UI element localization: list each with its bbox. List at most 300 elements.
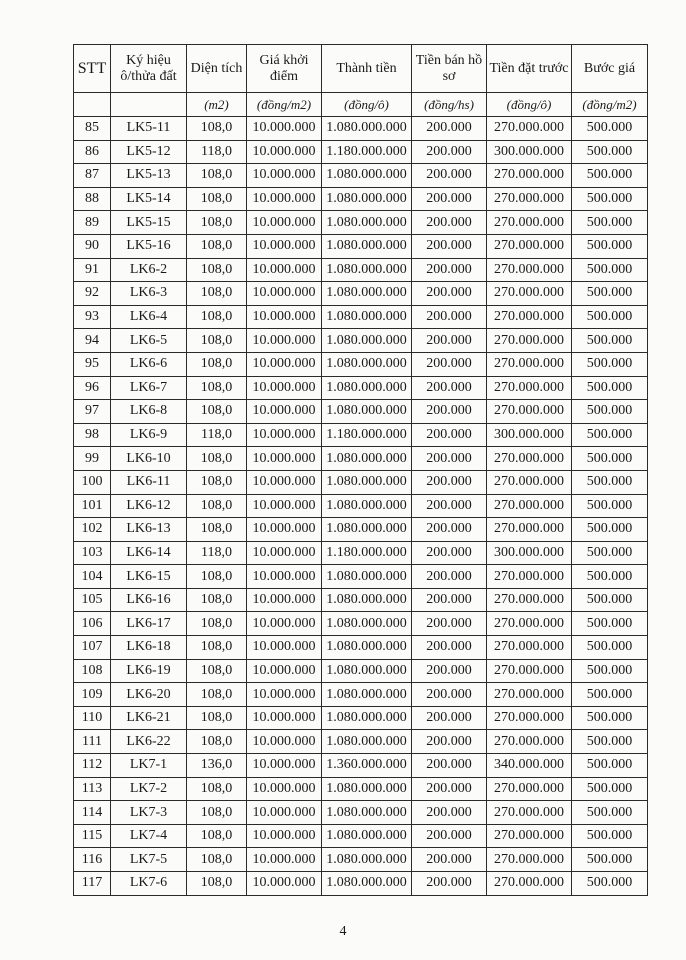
row-bid-step-cell: 500.000 — [572, 848, 648, 872]
row-bid-step-cell: 500.000 — [572, 234, 648, 258]
unit-lot-code — [111, 93, 187, 117]
row-area-cell: 108,0 — [187, 683, 247, 707]
row-starting-price-cell: 10.000.000 — [247, 730, 322, 754]
row-stt-cell: 111 — [74, 730, 111, 754]
row-stt-cell: 107 — [74, 636, 111, 660]
row-bid-step-cell: 500.000 — [572, 258, 648, 282]
row-dossier-fee-cell: 200.000 — [412, 683, 487, 707]
row-dossier-fee-cell: 200.000 — [412, 801, 487, 825]
row-lot-code-cell: LK7-1 — [111, 754, 187, 778]
row-lot-code-cell: LK7-6 — [111, 872, 187, 896]
row-total-amount-cell: 1.080.000.000 — [322, 117, 412, 141]
row-bid-step-cell: 500.000 — [572, 117, 648, 141]
row-starting-price-cell: 10.000.000 — [247, 706, 322, 730]
row-deposit-cell: 270.000.000 — [487, 447, 572, 471]
row-deposit-cell: 300.000.000 — [487, 541, 572, 565]
row-deposit-cell: 270.000.000 — [487, 824, 572, 848]
row-lot-code-cell: LK6-9 — [111, 423, 187, 447]
row-area-cell: 108,0 — [187, 234, 247, 258]
row-starting-price-cell: 10.000.000 — [247, 376, 322, 400]
row-dossier-fee-cell: 200.000 — [412, 352, 487, 376]
row-starting-price-cell: 10.000.000 — [247, 305, 322, 329]
unit-dossier-fee: (đồng/hs) — [412, 93, 487, 117]
table-row — [74, 352, 648, 376]
row-dossier-fee-cell: 200.000 — [412, 754, 487, 778]
row-dossier-fee-cell: 200.000 — [412, 470, 487, 494]
row-lot-code-cell: LK6-5 — [111, 329, 187, 353]
table-row — [74, 470, 648, 494]
row-total-amount-cell: 1.080.000.000 — [322, 801, 412, 825]
row-stt-cell: 110 — [74, 706, 111, 730]
row-area-cell: 108,0 — [187, 352, 247, 376]
row-dossier-fee-cell: 200.000 — [412, 423, 487, 447]
row-total-amount-cell: 1.080.000.000 — [322, 329, 412, 353]
row-stt-cell: 91 — [74, 258, 111, 282]
header-row — [74, 45, 648, 93]
row-bid-step-cell: 500.000 — [572, 754, 648, 778]
row-total-amount-cell: 1.080.000.000 — [322, 352, 412, 376]
row-deposit-cell: 340.000.000 — [487, 754, 572, 778]
table-row — [74, 541, 648, 565]
row-deposit-cell: 300.000.000 — [487, 140, 572, 164]
row-area-cell: 118,0 — [187, 541, 247, 565]
row-starting-price-cell: 10.000.000 — [247, 518, 322, 542]
row-area-cell: 108,0 — [187, 824, 247, 848]
row-stt-cell: 100 — [74, 470, 111, 494]
row-dossier-fee-cell: 200.000 — [412, 400, 487, 424]
unit-area: (m2) — [187, 93, 247, 117]
row-bid-step-cell: 500.000 — [572, 541, 648, 565]
row-bid-step-cell: 500.000 — [572, 683, 648, 707]
row-lot-code-cell: LK6-17 — [111, 612, 187, 636]
row-area-cell: 108,0 — [187, 447, 247, 471]
unit-bid-step: (đồng/m2) — [572, 93, 648, 117]
row-area-cell: 136,0 — [187, 754, 247, 778]
row-deposit-cell: 270.000.000 — [487, 470, 572, 494]
row-area-cell: 108,0 — [187, 211, 247, 235]
row-area-cell: 108,0 — [187, 588, 247, 612]
row-area-cell: 108,0 — [187, 164, 247, 188]
row-dossier-fee-cell: 200.000 — [412, 612, 487, 636]
row-starting-price-cell: 10.000.000 — [247, 848, 322, 872]
unit-deposit: (đồng/ô) — [487, 93, 572, 117]
row-bid-step-cell: 500.000 — [572, 211, 648, 235]
row-area-cell: 108,0 — [187, 636, 247, 660]
row-starting-price-cell: 10.000.000 — [247, 258, 322, 282]
table-row — [74, 824, 648, 848]
row-starting-price-cell: 10.000.000 — [247, 187, 322, 211]
row-stt-cell: 98 — [74, 423, 111, 447]
row-area-cell: 108,0 — [187, 565, 247, 589]
row-starting-price-cell: 10.000.000 — [247, 447, 322, 471]
row-total-amount-cell: 1.080.000.000 — [322, 447, 412, 471]
row-bid-step-cell: 500.000 — [572, 494, 648, 518]
row-stt-cell: 115 — [74, 824, 111, 848]
land-lot-table — [73, 44, 648, 896]
row-bid-step-cell: 500.000 — [572, 376, 648, 400]
row-total-amount-cell: 1.080.000.000 — [322, 282, 412, 306]
row-lot-code-cell: LK6-14 — [111, 541, 187, 565]
row-total-amount-cell: 1.080.000.000 — [322, 824, 412, 848]
row-area-cell: 108,0 — [187, 400, 247, 424]
row-dossier-fee-cell: 200.000 — [412, 329, 487, 353]
row-stt-cell: 94 — [74, 329, 111, 353]
row-stt-cell: 101 — [74, 494, 111, 518]
table-row — [74, 518, 648, 542]
row-total-amount-cell: 1.080.000.000 — [322, 848, 412, 872]
row-starting-price-cell: 10.000.000 — [247, 400, 322, 424]
row-starting-price-cell: 10.000.000 — [247, 211, 322, 235]
row-bid-step-cell: 500.000 — [572, 777, 648, 801]
row-total-amount-cell: 1.080.000.000 — [322, 494, 412, 518]
row-deposit-cell: 270.000.000 — [487, 352, 572, 376]
row-lot-code-cell: LK6-6 — [111, 352, 187, 376]
header-starting-price: Giá khởi điểm — [247, 45, 322, 93]
row-lot-code-cell: LK7-3 — [111, 801, 187, 825]
row-area-cell: 108,0 — [187, 282, 247, 306]
row-area-cell: 108,0 — [187, 258, 247, 282]
row-lot-code-cell: LK6-16 — [111, 588, 187, 612]
row-lot-code-cell: LK6-10 — [111, 447, 187, 471]
row-dossier-fee-cell: 200.000 — [412, 494, 487, 518]
row-stt-cell: 89 — [74, 211, 111, 235]
table-row — [74, 258, 648, 282]
unit-stt — [74, 93, 111, 117]
row-starting-price-cell: 10.000.000 — [247, 683, 322, 707]
row-deposit-cell: 270.000.000 — [487, 872, 572, 896]
row-lot-code-cell: LK5-14 — [111, 187, 187, 211]
header-total-amount: Thành tiền — [322, 45, 412, 93]
row-dossier-fee-cell: 200.000 — [412, 636, 487, 660]
row-deposit-cell: 270.000.000 — [487, 258, 572, 282]
row-area-cell: 108,0 — [187, 706, 247, 730]
row-total-amount-cell: 1.080.000.000 — [322, 636, 412, 660]
table-row — [74, 211, 648, 235]
row-dossier-fee-cell: 200.000 — [412, 777, 487, 801]
row-bid-step-cell: 500.000 — [572, 447, 648, 471]
row-lot-code-cell: LK6-8 — [111, 400, 187, 424]
row-dossier-fee-cell: 200.000 — [412, 541, 487, 565]
row-deposit-cell: 270.000.000 — [487, 588, 572, 612]
table-row — [74, 612, 648, 636]
table-row — [74, 754, 648, 778]
row-dossier-fee-cell: 200.000 — [412, 234, 487, 258]
table-row — [74, 117, 648, 141]
row-stt-cell: 95 — [74, 352, 111, 376]
row-bid-step-cell: 500.000 — [572, 824, 648, 848]
header-area: Diện tích — [187, 45, 247, 93]
header-bid-step: Bước giá — [572, 45, 648, 93]
table-row — [74, 305, 648, 329]
row-stt-cell: 112 — [74, 754, 111, 778]
row-starting-price-cell: 10.000.000 — [247, 588, 322, 612]
table-row — [74, 565, 648, 589]
row-dossier-fee-cell: 200.000 — [412, 565, 487, 589]
row-stt-cell: 85 — [74, 117, 111, 141]
row-area-cell: 108,0 — [187, 494, 247, 518]
row-starting-price-cell: 10.000.000 — [247, 659, 322, 683]
row-deposit-cell: 270.000.000 — [487, 329, 572, 353]
row-total-amount-cell: 1.080.000.000 — [322, 400, 412, 424]
row-area-cell: 108,0 — [187, 777, 247, 801]
row-starting-price-cell: 10.000.000 — [247, 164, 322, 188]
row-starting-price-cell: 10.000.000 — [247, 234, 322, 258]
row-deposit-cell: 270.000.000 — [487, 187, 572, 211]
row-total-amount-cell: 1.080.000.000 — [322, 659, 412, 683]
row-lot-code-cell: LK6-11 — [111, 470, 187, 494]
row-deposit-cell: 270.000.000 — [487, 848, 572, 872]
row-lot-code-cell: LK6-19 — [111, 659, 187, 683]
row-area-cell: 108,0 — [187, 848, 247, 872]
row-total-amount-cell: 1.080.000.000 — [322, 872, 412, 896]
row-deposit-cell: 270.000.000 — [487, 706, 572, 730]
row-area-cell: 108,0 — [187, 117, 247, 141]
row-bid-step-cell: 500.000 — [572, 612, 648, 636]
row-dossier-fee-cell: 200.000 — [412, 872, 487, 896]
row-lot-code-cell: LK5-16 — [111, 234, 187, 258]
row-dossier-fee-cell: 200.000 — [412, 164, 487, 188]
row-lot-code-cell: LK6-2 — [111, 258, 187, 282]
row-bid-step-cell: 500.000 — [572, 588, 648, 612]
row-stt-cell: 90 — [74, 234, 111, 258]
row-total-amount-cell: 1.080.000.000 — [322, 706, 412, 730]
row-deposit-cell: 270.000.000 — [487, 400, 572, 424]
row-area-cell: 108,0 — [187, 612, 247, 636]
row-total-amount-cell: 1.080.000.000 — [322, 164, 412, 188]
row-area-cell: 108,0 — [187, 801, 247, 825]
row-starting-price-cell: 10.000.000 — [247, 824, 322, 848]
row-bid-step-cell: 500.000 — [572, 518, 648, 542]
row-total-amount-cell: 1.080.000.000 — [322, 518, 412, 542]
row-bid-step-cell: 500.000 — [572, 187, 648, 211]
row-stt-cell: 87 — [74, 164, 111, 188]
row-deposit-cell: 270.000.000 — [487, 801, 572, 825]
row-area-cell: 118,0 — [187, 423, 247, 447]
row-dossier-fee-cell: 200.000 — [412, 258, 487, 282]
row-dossier-fee-cell: 200.000 — [412, 518, 487, 542]
table-row — [74, 447, 648, 471]
row-bid-step-cell: 500.000 — [572, 706, 648, 730]
row-deposit-cell: 300.000.000 — [487, 423, 572, 447]
table-row — [74, 659, 648, 683]
row-bid-step-cell: 500.000 — [572, 329, 648, 353]
row-starting-price-cell: 10.000.000 — [247, 282, 322, 306]
row-stt-cell: 108 — [74, 659, 111, 683]
row-total-amount-cell: 1.180.000.000 — [322, 423, 412, 447]
row-total-amount-cell: 1.080.000.000 — [322, 470, 412, 494]
row-stt-cell: 92 — [74, 282, 111, 306]
row-dossier-fee-cell: 200.000 — [412, 305, 487, 329]
row-deposit-cell: 270.000.000 — [487, 282, 572, 306]
row-dossier-fee-cell: 200.000 — [412, 848, 487, 872]
row-bid-step-cell: 500.000 — [572, 352, 648, 376]
row-dossier-fee-cell: 200.000 — [412, 211, 487, 235]
row-stt-cell: 106 — [74, 612, 111, 636]
row-stt-cell: 96 — [74, 376, 111, 400]
table-row — [74, 187, 648, 211]
row-total-amount-cell: 1.360.000.000 — [322, 754, 412, 778]
row-total-amount-cell: 1.080.000.000 — [322, 777, 412, 801]
row-deposit-cell: 270.000.000 — [487, 777, 572, 801]
row-dossier-fee-cell: 200.000 — [412, 117, 487, 141]
row-total-amount-cell: 1.080.000.000 — [322, 376, 412, 400]
row-area-cell: 108,0 — [187, 187, 247, 211]
row-bid-step-cell: 500.000 — [572, 470, 648, 494]
row-stt-cell: 113 — [74, 777, 111, 801]
row-starting-price-cell: 10.000.000 — [247, 423, 322, 447]
row-stt-cell: 97 — [74, 400, 111, 424]
row-starting-price-cell: 10.000.000 — [247, 494, 322, 518]
row-starting-price-cell: 10.000.000 — [247, 470, 322, 494]
row-lot-code-cell: LK5-15 — [111, 211, 187, 235]
table-row — [74, 423, 648, 447]
row-total-amount-cell: 1.080.000.000 — [322, 588, 412, 612]
table-row — [74, 400, 648, 424]
row-total-amount-cell: 1.080.000.000 — [322, 234, 412, 258]
row-stt-cell: 102 — [74, 518, 111, 542]
table-row — [74, 636, 648, 660]
row-deposit-cell: 270.000.000 — [487, 730, 572, 754]
row-bid-step-cell: 500.000 — [572, 636, 648, 660]
row-total-amount-cell: 1.080.000.000 — [322, 612, 412, 636]
row-lot-code-cell: LK6-4 — [111, 305, 187, 329]
row-starting-price-cell: 10.000.000 — [247, 754, 322, 778]
row-dossier-fee-cell: 200.000 — [412, 659, 487, 683]
row-lot-code-cell: LK6-3 — [111, 282, 187, 306]
table-row — [74, 683, 648, 707]
table-row — [74, 376, 648, 400]
row-deposit-cell: 270.000.000 — [487, 518, 572, 542]
row-starting-price-cell: 10.000.000 — [247, 872, 322, 896]
row-bid-step-cell: 500.000 — [572, 659, 648, 683]
row-starting-price-cell: 10.000.000 — [247, 565, 322, 589]
row-total-amount-cell: 1.080.000.000 — [322, 211, 412, 235]
table-row — [74, 140, 648, 164]
row-stt-cell: 99 — [74, 447, 111, 471]
row-area-cell: 108,0 — [187, 730, 247, 754]
row-bid-step-cell: 500.000 — [572, 801, 648, 825]
row-lot-code-cell: LK7-4 — [111, 824, 187, 848]
row-starting-price-cell: 10.000.000 — [247, 801, 322, 825]
unit-row — [74, 93, 648, 117]
row-lot-code-cell: LK6-18 — [111, 636, 187, 660]
table-row — [74, 282, 648, 306]
table-row — [74, 801, 648, 825]
unit-starting-price: (đồng/m2) — [247, 93, 322, 117]
row-area-cell: 108,0 — [187, 470, 247, 494]
row-total-amount-cell: 1.080.000.000 — [322, 565, 412, 589]
row-starting-price-cell: 10.000.000 — [247, 117, 322, 141]
table-row — [74, 494, 648, 518]
row-bid-step-cell: 500.000 — [572, 282, 648, 306]
row-lot-code-cell: LK7-5 — [111, 848, 187, 872]
unit-total-amount: (đồng/ô) — [322, 93, 412, 117]
row-area-cell: 108,0 — [187, 305, 247, 329]
row-total-amount-cell: 1.080.000.000 — [322, 730, 412, 754]
row-bid-step-cell: 500.000 — [572, 872, 648, 896]
row-stt-cell: 116 — [74, 848, 111, 872]
row-dossier-fee-cell: 200.000 — [412, 447, 487, 471]
table-row — [74, 329, 648, 353]
row-area-cell: 118,0 — [187, 140, 247, 164]
row-starting-price-cell: 10.000.000 — [247, 352, 322, 376]
row-bid-step-cell: 500.000 — [572, 400, 648, 424]
row-starting-price-cell: 10.000.000 — [247, 329, 322, 353]
row-bid-step-cell: 500.000 — [572, 164, 648, 188]
row-lot-code-cell: LK5-12 — [111, 140, 187, 164]
table-row — [74, 730, 648, 754]
table-row — [74, 872, 648, 896]
row-deposit-cell: 270.000.000 — [487, 659, 572, 683]
row-starting-price-cell: 10.000.000 — [247, 541, 322, 565]
row-lot-code-cell: LK6-7 — [111, 376, 187, 400]
row-starting-price-cell: 10.000.000 — [247, 777, 322, 801]
row-bid-step-cell: 500.000 — [572, 423, 648, 447]
row-starting-price-cell: 10.000.000 — [247, 612, 322, 636]
row-dossier-fee-cell: 200.000 — [412, 706, 487, 730]
row-stt-cell: 109 — [74, 683, 111, 707]
header-stt: STT — [74, 45, 111, 93]
row-total-amount-cell: 1.080.000.000 — [322, 258, 412, 282]
row-stt-cell: 103 — [74, 541, 111, 565]
header-deposit: Tiền đặt trước — [487, 45, 572, 93]
row-stt-cell: 88 — [74, 187, 111, 211]
row-total-amount-cell: 1.180.000.000 — [322, 541, 412, 565]
row-deposit-cell: 270.000.000 — [487, 565, 572, 589]
row-lot-code-cell: LK6-15 — [111, 565, 187, 589]
row-lot-code-cell: LK5-11 — [111, 117, 187, 141]
row-deposit-cell: 270.000.000 — [487, 683, 572, 707]
row-total-amount-cell: 1.180.000.000 — [322, 140, 412, 164]
row-deposit-cell: 270.000.000 — [487, 234, 572, 258]
row-bid-step-cell: 500.000 — [572, 305, 648, 329]
row-stt-cell: 114 — [74, 801, 111, 825]
row-stt-cell: 104 — [74, 565, 111, 589]
row-deposit-cell: 270.000.000 — [487, 376, 572, 400]
row-bid-step-cell: 500.000 — [572, 140, 648, 164]
row-dossier-fee-cell: 200.000 — [412, 140, 487, 164]
row-deposit-cell: 270.000.000 — [487, 612, 572, 636]
row-dossier-fee-cell: 200.000 — [412, 187, 487, 211]
row-deposit-cell: 270.000.000 — [487, 211, 572, 235]
table-row — [74, 164, 648, 188]
row-stt-cell: 117 — [74, 872, 111, 896]
row-area-cell: 108,0 — [187, 518, 247, 542]
table-row — [74, 848, 648, 872]
row-lot-code-cell: LK6-20 — [111, 683, 187, 707]
row-bid-step-cell: 500.000 — [572, 565, 648, 589]
table-row — [74, 588, 648, 612]
row-stt-cell: 86 — [74, 140, 111, 164]
page-number: 4 — [339, 924, 347, 939]
row-total-amount-cell: 1.080.000.000 — [322, 305, 412, 329]
row-lot-code-cell: LK5-13 — [111, 164, 187, 188]
row-total-amount-cell: 1.080.000.000 — [322, 187, 412, 211]
row-lot-code-cell: LK6-21 — [111, 706, 187, 730]
row-stt-cell: 105 — [74, 588, 111, 612]
row-area-cell: 108,0 — [187, 872, 247, 896]
row-bid-step-cell: 500.000 — [572, 730, 648, 754]
header-lot-code: Ký hiệu ô/thửa đất — [111, 45, 187, 93]
row-stt-cell: 93 — [74, 305, 111, 329]
row-deposit-cell: 270.000.000 — [487, 117, 572, 141]
row-lot-code-cell: LK6-22 — [111, 730, 187, 754]
table-row — [74, 234, 648, 258]
table-body — [74, 117, 648, 896]
row-dossier-fee-cell: 200.000 — [412, 730, 487, 754]
row-lot-code-cell: LK6-13 — [111, 518, 187, 542]
row-dossier-fee-cell: 200.000 — [412, 376, 487, 400]
